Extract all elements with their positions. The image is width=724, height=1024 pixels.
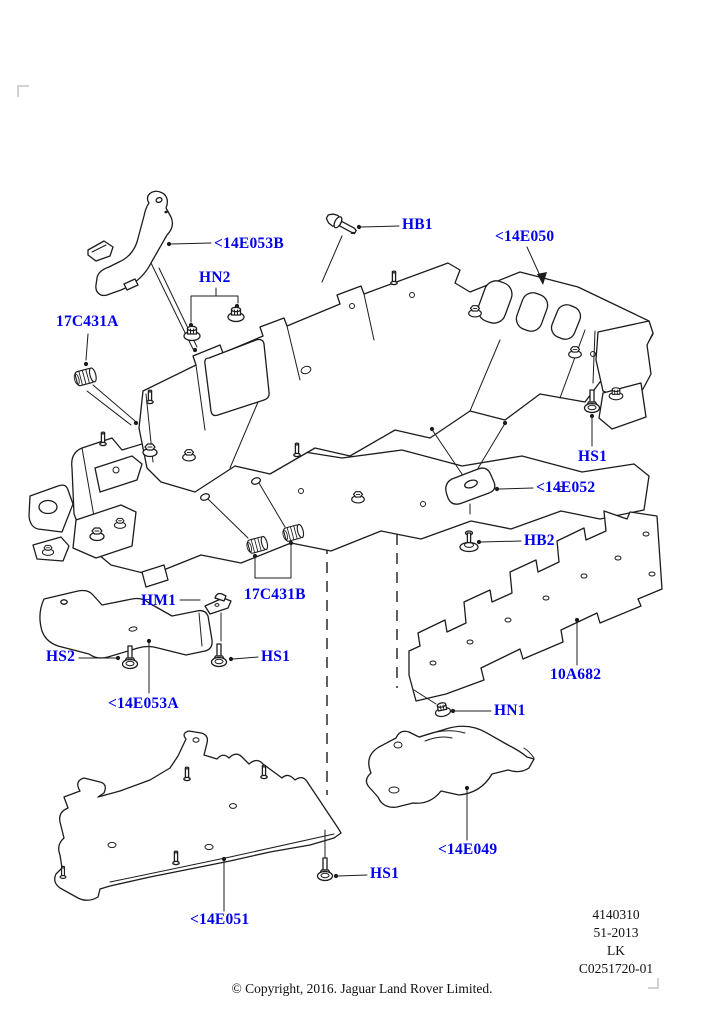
callout-HS1-middle[interactable]: HS1 xyxy=(261,648,291,665)
hb2-fastener-drawing xyxy=(460,531,521,552)
callout-14E051[interactable]: <14E051 xyxy=(190,911,250,928)
crossmember-assembly-drawing xyxy=(29,263,653,587)
reference-line: LK xyxy=(607,943,625,958)
bushing-17C431A-drawing xyxy=(73,334,138,425)
callout-HN1[interactable]: HN1 xyxy=(494,702,526,719)
callout-14E050[interactable]: <14E050 xyxy=(495,228,555,245)
callout-HS1-bottom[interactable]: HS1 xyxy=(370,865,400,882)
callout-HM1[interactable]: HM1 xyxy=(141,592,177,609)
hn2-nut-icon xyxy=(184,326,200,340)
shield-14E049-drawing xyxy=(366,726,534,840)
hb1-bolt-drawing xyxy=(322,211,399,282)
bushing-icon xyxy=(73,367,98,387)
corner-mark-top-left xyxy=(18,86,29,97)
callout-14E053B[interactable]: <14E053B xyxy=(214,235,284,252)
reference-line: 4140310 xyxy=(592,907,640,922)
shield-14E051-drawing xyxy=(55,731,367,911)
callout-HN2[interactable]: HN2 xyxy=(199,269,231,286)
callout-14E052[interactable]: <14E052 xyxy=(536,479,596,496)
callout-14E049[interactable]: <14E049 xyxy=(438,841,498,858)
callout-HB2[interactable]: HB2 xyxy=(524,532,555,549)
drawing-reference-block xyxy=(556,906,676,978)
hb2-stud-icon xyxy=(460,531,478,552)
callout-14E053A[interactable]: <14E053A xyxy=(108,695,179,712)
callout-17C431A[interactable]: 17C431A xyxy=(56,313,119,330)
callout-HS2[interactable]: HS2 xyxy=(46,648,76,665)
reference-line: 51-2013 xyxy=(593,925,639,940)
reference-line: C0251720-01 xyxy=(578,961,654,976)
hn2-nut-icon xyxy=(228,307,244,321)
callout-10A682[interactable]: 10A682 xyxy=(550,666,602,683)
hn2-nuts-drawing xyxy=(184,288,244,341)
screw-icon xyxy=(318,858,333,881)
callout-17C431B[interactable]: 17C431B xyxy=(244,586,306,603)
copyright-notice: © Copyright, 2016. Jaguar Land Rover Limited. xyxy=(231,981,493,996)
clip-icon xyxy=(205,594,231,615)
callout-HS1-right[interactable]: HS1 xyxy=(578,448,608,465)
hb1-bolt-icon xyxy=(325,211,359,237)
screw-icon xyxy=(212,644,227,667)
callout-HB1[interactable]: HB1 xyxy=(402,216,433,233)
